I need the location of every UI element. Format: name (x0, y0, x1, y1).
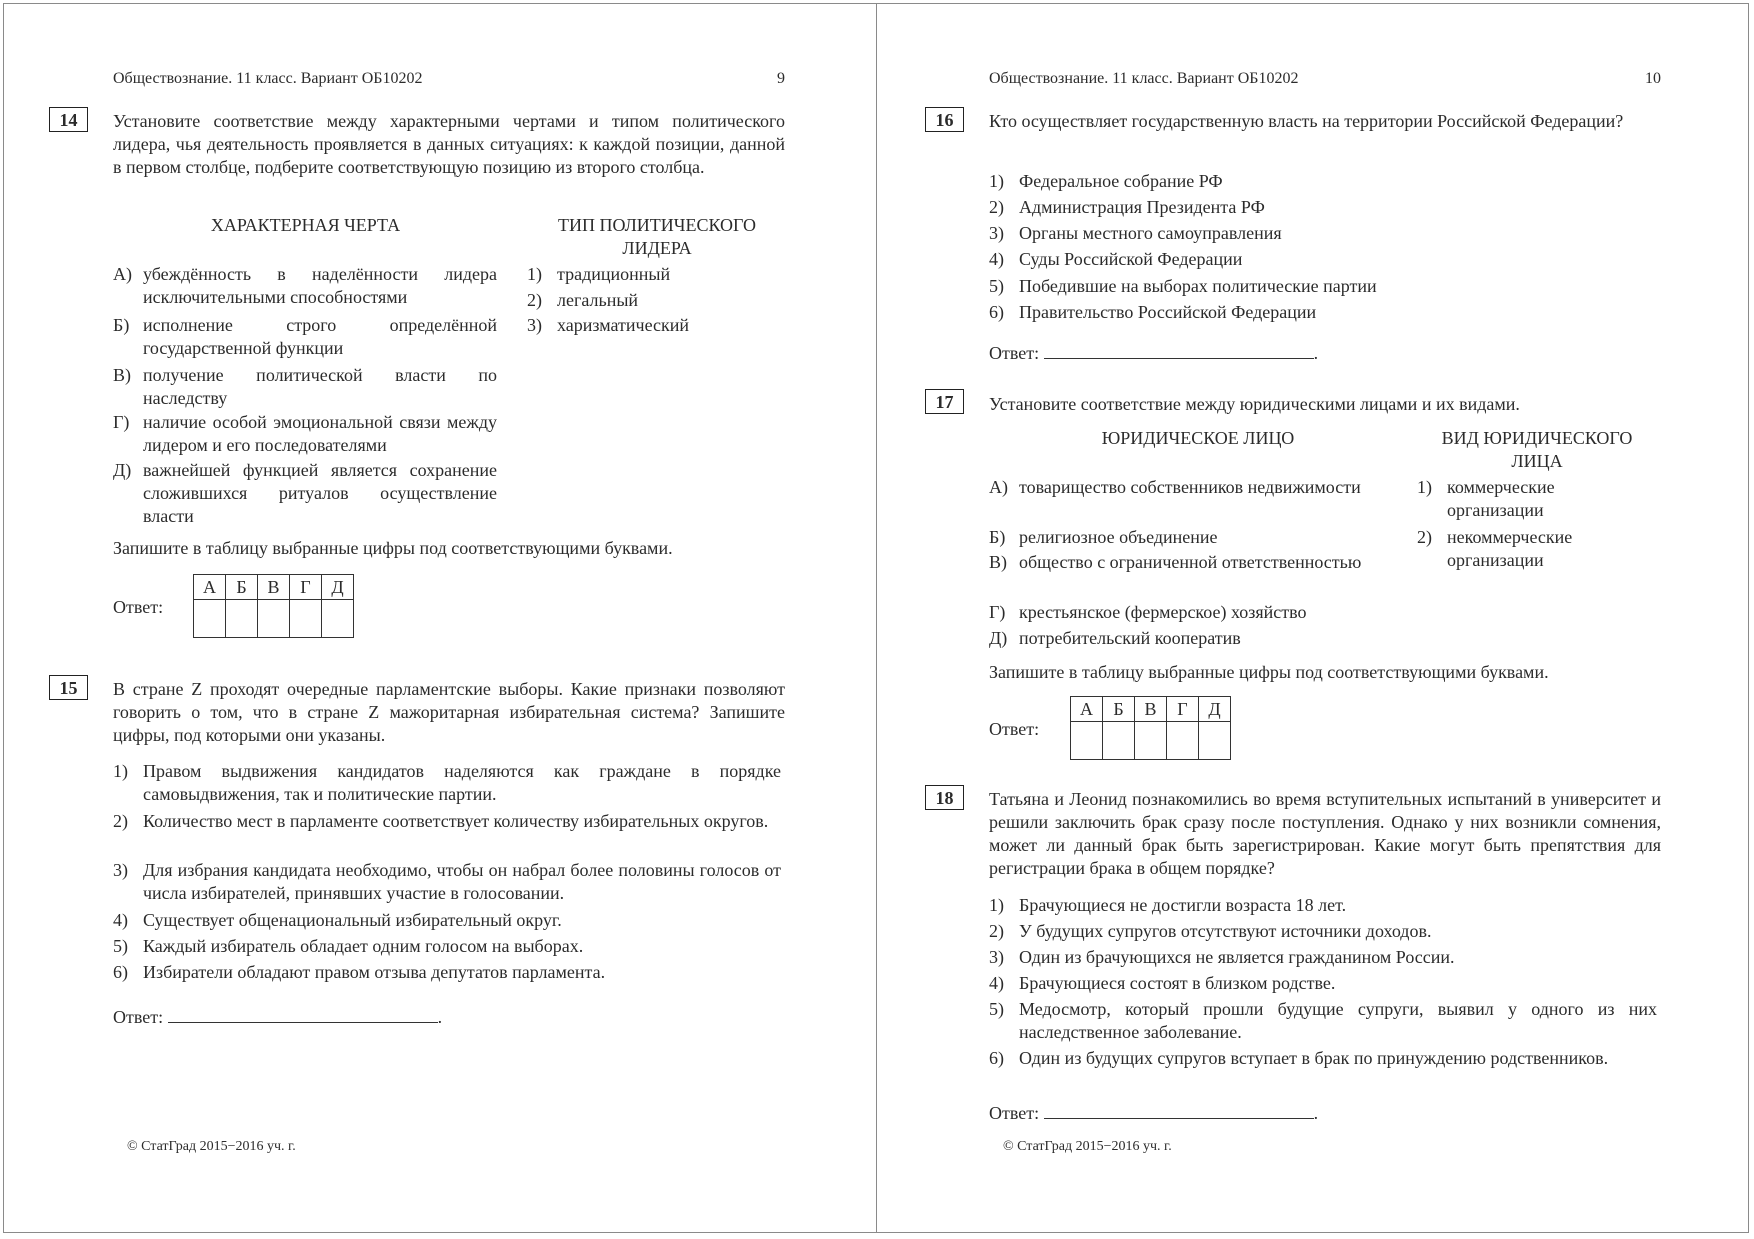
q17-answer-label: Ответ: (989, 719, 1040, 739)
option-text: Брачующиеся не достигли возраста 18 лет. (1019, 895, 1347, 915)
answer-cell-b[interactable] (226, 600, 258, 638)
item-text: наличие особой эмоциональной связи между лидером и его последователями (143, 412, 497, 455)
answer-label: Ответ: (989, 343, 1040, 363)
option-text: Правом выдвижения кандидатов наделяются как граждане в порядке самовыдвижения, так и политические партии. (143, 761, 781, 804)
option-text: Органы местного самоуправления (1019, 223, 1282, 243)
item-label: Г) (113, 412, 130, 432)
item-text: потребительский кооператив (1019, 628, 1241, 648)
answer-period: . (1313, 1103, 1319, 1123)
answer-cell-g[interactable] (1167, 722, 1199, 760)
item-text: общество с ограниченной ответственностью (1019, 552, 1362, 572)
answer-label: Ответ: (113, 1007, 164, 1027)
column-header-entity-type: ВИД ЮРИДИЧЕСКОГО ЛИЦА (1441, 428, 1633, 471)
answer-period: . (437, 1007, 443, 1027)
item-text: товарищество собственников недвижимости (1019, 477, 1361, 497)
option-label: 1) (989, 171, 1004, 191)
answer-line[interactable] (168, 1004, 438, 1023)
option-text: Администрация Президента РФ (1019, 197, 1265, 217)
item-label: В) (989, 552, 1007, 572)
option-text: Один из будущих супругов вступает в брак по принуждению родственников. (1019, 1048, 1609, 1068)
item-text: убеждённость в наделённости лидера исключительными способностями (143, 264, 497, 307)
copyright: © СтатГрад 2015−2016 уч. г. (127, 1139, 296, 1154)
table-header-b: Б (1103, 697, 1135, 722)
option-label: 6) (113, 962, 128, 982)
option-label: 4) (113, 910, 128, 930)
table-header-a: А (194, 575, 226, 600)
option-label: 6) (989, 302, 1004, 322)
running-header (989, 70, 1661, 88)
column-header-leader-type: ТИП ПОЛИТИЧЕСКОГО ЛИДЕРА (557, 215, 756, 258)
q18-answer (989, 1100, 1318, 1125)
option-label: 2) (113, 811, 128, 831)
option-label: 3) (989, 223, 1004, 243)
option-text: Правительство Российской Федерации (1019, 302, 1317, 322)
option-label: 1) (1417, 477, 1432, 497)
q17-instruction: Запишите в таблицу выбранные цифры под соответствующими буквами. (989, 662, 1549, 682)
option-label: 3) (989, 947, 1004, 967)
option-label: 3) (527, 315, 542, 335)
question-14-number: 14 (49, 107, 88, 132)
copyright: © СтатГрад 2015−2016 уч. г. (1003, 1139, 1172, 1154)
item-label: А) (989, 477, 1008, 497)
option-text: Медосмотр, который прошли будущие супруги, выявил у одного из них наследственное заболевание. (1019, 999, 1657, 1042)
question-14-text: Установите соответствие между характерными чертами и типом политического лидера, чья деятельность проявляется в данных ситуациях: к каждой позиции, данной в первом столбце, подберите соответствующую позицию из второго столбца. (113, 111, 785, 177)
option-text: Существует общенациональный избирательный округ. (143, 910, 562, 930)
q16-answer (989, 340, 1318, 365)
answer-line[interactable] (1044, 1100, 1314, 1119)
item-text: крестьянское (фермерское) хозяйство (1019, 602, 1307, 622)
table-header-b: Б (226, 575, 258, 600)
q14-answer-table (193, 574, 354, 638)
answer-cell-v[interactable] (258, 600, 290, 638)
answer-cell-v[interactable] (1135, 722, 1167, 760)
item-text: религиозное объединение (1019, 527, 1218, 547)
q14-answer-label: Ответ: (113, 597, 164, 617)
option-label: 2) (989, 197, 1004, 217)
option-text: Брачующиеся состоят в близком родстве. (1019, 973, 1336, 993)
option-label: 4) (989, 249, 1004, 269)
table-header-v: В (1135, 697, 1167, 722)
option-label: 5) (989, 999, 1004, 1019)
item-text: важнейшей функцией является сохранение сложившихся ритуалов осуществление власти (143, 460, 497, 526)
item-label: В) (113, 365, 131, 385)
option-label: 5) (989, 276, 1004, 296)
page-number: 9 (777, 70, 785, 87)
item-text: получение политической власти по наследству (143, 365, 497, 408)
column-header-characteristic: ХАРАКТЕРНАЯ ЧЕРТА (210, 215, 401, 235)
q15-answer (113, 1004, 442, 1029)
header-title: Обществознание. 11 класс. Вариант ОБ10202 (113, 70, 423, 87)
item-label: Д) (989, 628, 1008, 648)
item-text: исполнение строго определённой государственной функции (143, 315, 497, 358)
option-label: 4) (989, 973, 1004, 993)
option-label: 1) (113, 761, 128, 781)
option-text: Избиратели обладают правом отзыва депутатов парламента. (143, 962, 606, 982)
option-text: Один из брачующихся не является гражданином России. (1019, 947, 1455, 967)
q14-instruction: Запишите в таблицу выбранные цифры под соответствующими буквами. (113, 538, 673, 558)
option-text: коммерческие организации (1447, 477, 1555, 520)
question-15-text: В стране Z проходят очередные парламентские выборы. Какие признаки позволяют говорить о том, что в стране Z мажоритарная избирательная система? Запишите цифры, под которыми они указаны. (113, 679, 785, 745)
item-label: Г) (989, 602, 1006, 622)
option-text: Победившие на выборах политические партии (1019, 276, 1377, 296)
question-16-text: Кто осуществляет государственную власть на территории Российской Федерации? (989, 111, 1624, 131)
answer-cell-d[interactable] (1199, 722, 1231, 760)
table-header-g: Г (290, 575, 322, 600)
question-18-number: 18 (925, 785, 964, 810)
page-number: 10 (1645, 70, 1661, 87)
option-label: 2) (1417, 527, 1432, 547)
question-18-text: Татьяна и Леонид познакомились во время вступительных испытаний в университет и решили заключить брак сразу после поступления. Однако у них возникли сомнения, может ли данный брак быть зарегистрирован. Какие могут быть препятствия для регистрации брака в общем порядке? (989, 789, 1661, 878)
running-header (113, 70, 785, 88)
option-label: 2) (527, 290, 542, 310)
header-title: Обществознание. 11 класс. Вариант ОБ10202 (989, 70, 1299, 87)
item-label: Б) (113, 315, 130, 335)
table-header-v: В (258, 575, 290, 600)
option-text: Каждый избиратель обладает одним голосом на выборах. (143, 936, 584, 956)
option-label: 6) (989, 1048, 1004, 1068)
answer-cell-g[interactable] (290, 600, 322, 638)
column-header-legal-entity: ЮРИДИЧЕСКОЕ ЛИЦО (1101, 428, 1295, 448)
option-label: 3) (113, 860, 128, 880)
option-text: традиционный (557, 264, 671, 284)
answer-cell-a[interactable] (1071, 722, 1103, 760)
answer-cell-a[interactable] (194, 600, 226, 638)
option-label: 5) (113, 936, 128, 956)
question-17-number: 17 (925, 389, 964, 414)
option-text: Для избрания кандидата необходимо, чтобы он набрал более половины голосов от числа избирателей, принявших участие в голосовании. (143, 860, 781, 903)
option-text: некоммерческие организации (1447, 527, 1573, 570)
answer-line[interactable] (1044, 340, 1314, 359)
answer-cell-b[interactable] (1103, 722, 1135, 760)
option-text: харизматический (557, 315, 690, 335)
question-17-text: Установите соответствие между юридическими лицами и их видами. (989, 394, 1520, 414)
table-header-g: Г (1167, 697, 1199, 722)
answer-period: . (1313, 343, 1319, 363)
option-label: 1) (527, 264, 542, 284)
table-header-d: Д (322, 575, 354, 600)
right-page (877, 0, 1754, 1239)
question-15-number: 15 (49, 675, 88, 700)
item-label: А) (113, 264, 132, 284)
option-text: Количество мест в парламенте соответствует количеству избирательных округов. (143, 811, 769, 831)
table-header-a: А (1071, 697, 1103, 722)
option-text: легальный (557, 290, 639, 310)
item-label: Б) (989, 527, 1006, 547)
option-label: 1) (989, 895, 1004, 915)
question-16-number: 16 (925, 107, 964, 132)
item-label: Д) (113, 460, 132, 480)
answer-cell-d[interactable] (322, 600, 354, 638)
q17-answer-table (1070, 696, 1231, 760)
option-label: 2) (989, 921, 1004, 941)
option-text: Суды Российской Федерации (1019, 249, 1243, 269)
option-text: У будущих супругов отсутствуют источники доходов. (1019, 921, 1432, 941)
option-text: Федеральное собрание РФ (1019, 171, 1223, 191)
answer-label: Ответ: (989, 1103, 1040, 1123)
table-header-d: Д (1199, 697, 1231, 722)
